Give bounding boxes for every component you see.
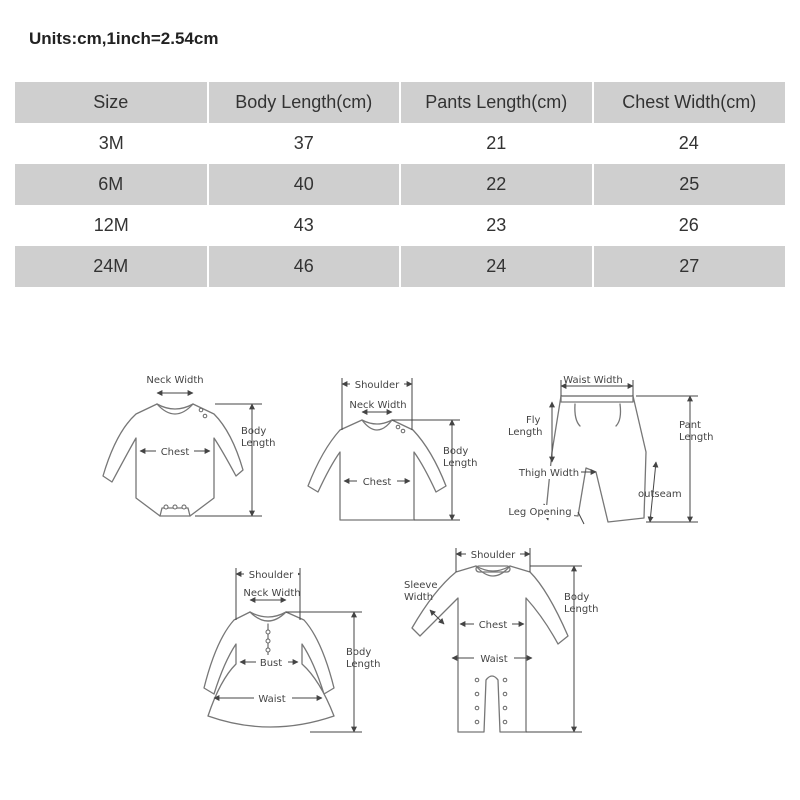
dress-waist-label: Waist bbox=[258, 694, 286, 705]
pants-outseam-label: outseam bbox=[638, 489, 682, 500]
cell-pants-length: 24 bbox=[400, 246, 593, 287]
romper-length-label: Length bbox=[564, 604, 599, 615]
cell-size: 6M bbox=[15, 164, 208, 205]
cell-pants-length: 21 bbox=[400, 123, 593, 164]
measurement-diagram bbox=[0, 360, 800, 760]
bodysuit-body-label: Body bbox=[241, 426, 267, 437]
bodysuit-length-label: Length bbox=[241, 438, 276, 449]
cell-body-length: 40 bbox=[208, 164, 401, 205]
cell-pants-length: 22 bbox=[400, 164, 593, 205]
romper-width-label: Width bbox=[404, 592, 434, 603]
dress-length-label: Length bbox=[346, 659, 381, 670]
romper-diagram bbox=[404, 547, 599, 732]
cell-size: 12M bbox=[15, 205, 208, 246]
cell-pants-length: 23 bbox=[400, 205, 593, 246]
bodysuit-neck-width-label: Neck Width bbox=[146, 375, 204, 386]
dress-outline bbox=[204, 612, 334, 727]
cell-size: 24M bbox=[15, 246, 208, 287]
table-header-row bbox=[15, 82, 785, 123]
dress-neck-width-label: Neck Width bbox=[243, 588, 301, 599]
cell-size: 3M bbox=[15, 123, 208, 164]
romper-sleeve-label: Sleeve bbox=[404, 580, 438, 591]
header-chest-width: Chest Width(cm) bbox=[593, 82, 786, 123]
shirt-chest-label: Chest bbox=[362, 477, 392, 488]
shirt-shoulder-label: Shoulder bbox=[354, 380, 400, 391]
pants-pant-length-label: Length bbox=[679, 432, 714, 443]
pants-pant-label: Pant bbox=[679, 420, 701, 431]
cell-chest-width: 25 bbox=[593, 164, 786, 205]
pants-outline bbox=[546, 396, 646, 522]
cell-body-length: 43 bbox=[208, 205, 401, 246]
dress-diagram bbox=[204, 567, 381, 732]
bodysuit-chest-label: Chest bbox=[160, 447, 190, 458]
dress-bust-label: Bust bbox=[259, 658, 283, 669]
pants-waist-width-label: Waist Width bbox=[563, 375, 623, 386]
shirt-outline bbox=[308, 420, 446, 520]
cell-chest-width: 24 bbox=[593, 123, 786, 164]
cell-chest-width: 26 bbox=[593, 205, 786, 246]
romper-waist-label: Waist bbox=[480, 654, 508, 665]
cell-chest-width: 27 bbox=[593, 246, 786, 287]
romper-shoulder-label: Shoulder bbox=[470, 550, 516, 561]
header-body-length: Body Length(cm) bbox=[208, 82, 401, 123]
size-chart-table bbox=[15, 82, 785, 287]
table-row bbox=[15, 123, 785, 164]
romper-chest-label: Chest bbox=[478, 620, 508, 631]
table-row bbox=[15, 164, 785, 205]
shirt-body-label: Body bbox=[443, 446, 469, 457]
pants-leg-opening-label: Leg Opening bbox=[508, 507, 572, 518]
header-pants-length: Pants Length(cm) bbox=[400, 82, 593, 123]
dress-shoulder-label: Shoulder bbox=[248, 570, 294, 581]
units-note: Units:cm,1inch=2.54cm bbox=[29, 29, 219, 48]
romper-body-label: Body bbox=[564, 592, 590, 603]
header-size: Size bbox=[15, 82, 208, 123]
table-row bbox=[15, 246, 785, 287]
shirt-length-label: Length bbox=[443, 458, 478, 469]
bodysuit-outline bbox=[103, 404, 243, 516]
dress-body-label: Body bbox=[346, 647, 372, 658]
table-row bbox=[15, 205, 785, 246]
cell-body-length: 46 bbox=[208, 246, 401, 287]
pants-fly-label: Fly bbox=[526, 415, 541, 426]
pants-diagram bbox=[506, 375, 714, 524]
cell-body-length: 37 bbox=[208, 123, 401, 164]
pants-fly-length-label: Length bbox=[508, 427, 543, 438]
shirt-neck-width-label: Neck Width bbox=[349, 400, 407, 411]
shirt-diagram bbox=[308, 377, 478, 520]
pants-thigh-width-label: Thigh Width bbox=[518, 468, 580, 479]
bodysuit-diagram bbox=[103, 375, 276, 516]
